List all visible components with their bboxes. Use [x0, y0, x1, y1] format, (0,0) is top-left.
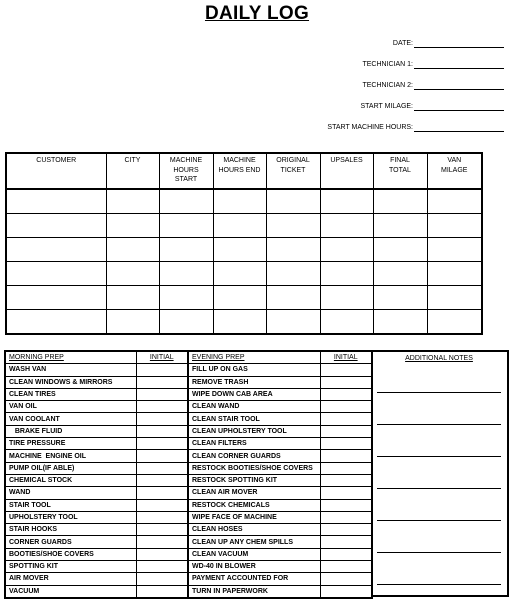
- job-column-header: UPSALES: [320, 153, 373, 189]
- prep-row: [5, 561, 372, 573]
- evening-initial-header: INITIAL: [320, 351, 372, 364]
- evening-initial-cell[interactable]: [320, 364, 372, 376]
- header-field-input[interactable]: [414, 40, 504, 48]
- evening-initial-cell[interactable]: [320, 573, 372, 585]
- job-cell[interactable]: [320, 238, 373, 262]
- job-cell[interactable]: [159, 189, 213, 214]
- page-title: DAILY LOG: [204, 3, 310, 24]
- prep-row: [5, 388, 372, 400]
- job-cell[interactable]: [213, 310, 266, 335]
- morning-prep-item: STAIR HOOKS: [5, 524, 136, 536]
- morning-initial-cell[interactable]: [136, 450, 188, 462]
- note-line[interactable]: [377, 424, 501, 425]
- evening-initial-cell[interactable]: [320, 438, 372, 450]
- morning-prep-item: CORNER GUARDS: [5, 536, 136, 548]
- job-log-table: [5, 152, 483, 335]
- job-cell[interactable]: [159, 286, 213, 310]
- job-cell[interactable]: [6, 238, 106, 262]
- prep-row: [5, 364, 372, 376]
- evening-initial-cell[interactable]: [320, 536, 372, 548]
- prep-row: [5, 413, 372, 425]
- evening-initial-cell[interactable]: [320, 487, 372, 499]
- job-cell[interactable]: [266, 262, 320, 286]
- job-cell[interactable]: [266, 310, 320, 335]
- morning-prep-item: UPHOLSTERY TOOL: [5, 511, 136, 523]
- job-cell[interactable]: [427, 189, 482, 214]
- evening-initial-cell[interactable]: [320, 548, 372, 560]
- morning-prep-item: TIRE PRESSURE: [5, 438, 136, 450]
- header-field-label: TECHNICIAN 1:: [362, 61, 413, 68]
- job-log-header-row: [6, 153, 482, 189]
- prep-row: [5, 499, 372, 511]
- evening-prep-item: TURN IN PAPERWORK: [188, 585, 320, 598]
- job-cell[interactable]: [427, 310, 482, 335]
- job-cell[interactable]: [6, 262, 106, 286]
- job-column-header: VAN MILAGE: [427, 153, 482, 189]
- job-column-header: CUSTOMER: [6, 153, 106, 189]
- job-cell[interactable]: [266, 238, 320, 262]
- job-cell[interactable]: [159, 310, 213, 335]
- header-field-start-milage: [360, 99, 504, 111]
- morning-prep-header: MORNING PREP: [5, 351, 136, 364]
- job-cell[interactable]: [213, 286, 266, 310]
- evening-prep-item: CLEAN VACUUM: [188, 548, 320, 560]
- job-cell[interactable]: [320, 310, 373, 335]
- job-cell[interactable]: [6, 286, 106, 310]
- morning-prep-item: SPOTTING KIT: [5, 561, 136, 573]
- header-field-start-machine-hours: [327, 120, 504, 132]
- job-cell[interactable]: [6, 189, 106, 214]
- prep-row: [5, 376, 372, 388]
- job-cell[interactable]: [373, 262, 427, 286]
- evening-prep-item: RESTOCK SPOTTING KIT: [188, 474, 320, 486]
- evening-prep-item: CLEAN FILTERS: [188, 438, 320, 450]
- job-row: [6, 238, 482, 262]
- evening-initial-cell[interactable]: [320, 376, 372, 388]
- job-cell[interactable]: [320, 189, 373, 214]
- job-cell[interactable]: [373, 214, 427, 238]
- job-row: [6, 286, 482, 310]
- note-line[interactable]: [377, 520, 501, 521]
- prep-row: [5, 536, 372, 548]
- job-cell[interactable]: [373, 189, 427, 214]
- morning-initial-cell[interactable]: [136, 548, 188, 560]
- morning-prep-item: CHEMICAL STOCK: [5, 474, 136, 486]
- job-cell[interactable]: [159, 214, 213, 238]
- header-field-input[interactable]: [414, 124, 504, 132]
- morning-prep-item: MACHINE ENGINE OIL: [5, 450, 136, 462]
- evening-prep-item: WIPE DOWN CAB AREA: [188, 388, 320, 400]
- job-cell[interactable]: [373, 310, 427, 335]
- prep-row: [5, 511, 372, 523]
- job-row: [6, 262, 482, 286]
- job-column-header: CITY: [106, 153, 159, 189]
- job-cell[interactable]: [6, 214, 106, 238]
- job-cell[interactable]: [213, 214, 266, 238]
- job-cell[interactable]: [106, 189, 159, 214]
- header-field-input[interactable]: [414, 61, 504, 69]
- evening-initial-cell[interactable]: [320, 450, 372, 462]
- evening-initial-cell[interactable]: [320, 561, 372, 573]
- evening-prep-item: CLEAN UP ANY CHEM SPILLS: [188, 536, 320, 548]
- header-field-label: START MACHINE HOURS:: [327, 124, 413, 131]
- prep-row: [5, 585, 372, 598]
- morning-initial-cell[interactable]: [136, 573, 188, 585]
- job-cell[interactable]: [427, 214, 482, 238]
- morning-prep-item: BOOTIES/SHOE COVERS: [5, 548, 136, 560]
- job-cell[interactable]: [427, 286, 482, 310]
- job-cell[interactable]: [266, 214, 320, 238]
- morning-prep-item: WAND: [5, 487, 136, 499]
- header-field-input[interactable]: [414, 82, 504, 90]
- morning-initial-cell[interactable]: [136, 462, 188, 474]
- prep-row: [5, 474, 372, 486]
- note-line[interactable]: [377, 584, 501, 585]
- morning-initial-cell[interactable]: [136, 401, 188, 413]
- note-line[interactable]: [377, 488, 501, 489]
- evening-prep-item: CLEAN CORNER GUARDS: [188, 450, 320, 462]
- job-column-header: FINAL TOTAL: [373, 153, 427, 189]
- morning-initial-cell[interactable]: [136, 364, 188, 376]
- note-line[interactable]: [377, 392, 501, 393]
- evening-initial-cell[interactable]: [320, 499, 372, 511]
- evening-prep-item: RESTOCK BOOTIES/SHOE COVERS: [188, 462, 320, 474]
- job-cell[interactable]: [320, 262, 373, 286]
- job-cell[interactable]: [266, 189, 320, 214]
- prep-row: [5, 450, 372, 462]
- additional-notes-panel: [371, 350, 509, 597]
- morning-prep-item: BRAKE FLUID: [5, 425, 136, 437]
- note-line[interactable]: [377, 552, 501, 553]
- evening-initial-cell[interactable]: [320, 511, 372, 523]
- evening-initial-cell[interactable]: [320, 401, 372, 413]
- header-field-date: [393, 36, 504, 48]
- evening-prep-item: CLEAN WAND: [188, 401, 320, 413]
- morning-initial-header: INITIAL: [136, 351, 188, 364]
- evening-prep-item: CLEAN UPHOLSTERY TOOL: [188, 425, 320, 437]
- morning-initial-cell[interactable]: [136, 425, 188, 437]
- morning-initial-cell[interactable]: [136, 511, 188, 523]
- job-cell[interactable]: [213, 189, 266, 214]
- evening-prep-item: FILL UP ON GAS: [188, 364, 320, 376]
- job-cell[interactable]: [373, 286, 427, 310]
- evening-initial-cell[interactable]: [320, 524, 372, 536]
- job-cell[interactable]: [159, 262, 213, 286]
- prep-row: [5, 425, 372, 437]
- morning-prep-item: PUMP OIL(IF ABLE): [5, 462, 136, 474]
- job-cell[interactable]: [106, 310, 159, 335]
- prep-row: [5, 401, 372, 413]
- job-cell[interactable]: [106, 262, 159, 286]
- evening-prep-item: CLEAN AIR MOVER: [188, 487, 320, 499]
- job-cell[interactable]: [373, 238, 427, 262]
- job-cell[interactable]: [320, 286, 373, 310]
- evening-initial-cell[interactable]: [320, 425, 372, 437]
- morning-prep-item: VAN COOLANT: [5, 413, 136, 425]
- morning-initial-cell[interactable]: [136, 499, 188, 511]
- header-field-technician-2: [362, 78, 504, 90]
- header-field-label: TECHNICIAN 2:: [362, 82, 413, 89]
- evening-initial-cell[interactable]: [320, 462, 372, 474]
- evening-initial-cell[interactable]: [320, 388, 372, 400]
- evening-prep-item: REMOVE TRASH: [188, 376, 320, 388]
- prep-checklist-table: [4, 350, 373, 599]
- job-cell[interactable]: [427, 238, 482, 262]
- prep-header-row: [5, 351, 372, 364]
- job-cell[interactable]: [266, 286, 320, 310]
- job-cell[interactable]: [213, 238, 266, 262]
- job-column-header: ORIGINAL TICKET: [266, 153, 320, 189]
- morning-initial-cell[interactable]: [136, 487, 188, 499]
- job-column-header: MACHINE HOURS START: [159, 153, 213, 189]
- job-cell[interactable]: [427, 262, 482, 286]
- evening-initial-cell[interactable]: [320, 413, 372, 425]
- prep-row: [5, 487, 372, 499]
- evening-prep-item: WIPE FACE OF MACHINE: [188, 511, 320, 523]
- morning-prep-item: CLEAN TIRES: [5, 388, 136, 400]
- header-field-label: START MILAGE:: [360, 103, 413, 110]
- prep-row: [5, 438, 372, 450]
- morning-initial-cell[interactable]: [136, 376, 188, 388]
- job-cell[interactable]: [6, 310, 106, 335]
- morning-prep-item: STAIR TOOL: [5, 499, 136, 511]
- evening-initial-cell[interactable]: [320, 474, 372, 486]
- evening-prep-item: WD-40 IN BLOWER: [188, 561, 320, 573]
- job-row: [6, 310, 482, 335]
- job-row: [6, 214, 482, 238]
- morning-prep-item: WASH VAN: [5, 364, 136, 376]
- job-cell[interactable]: [213, 262, 266, 286]
- evening-prep-item: RESTOCK CHEMICALS: [188, 499, 320, 511]
- job-column-header: MACHINE HOURS END: [213, 153, 266, 189]
- additional-notes-header: ADDITIONAL NOTES: [405, 355, 473, 362]
- morning-initial-cell[interactable]: [136, 536, 188, 548]
- evening-prep-item: CLEAN HOSES: [188, 524, 320, 536]
- prep-row: [5, 573, 372, 585]
- header-field-input[interactable]: [414, 103, 504, 111]
- job-cell[interactable]: [106, 214, 159, 238]
- job-cell[interactable]: [159, 238, 213, 262]
- prep-row: [5, 548, 372, 560]
- job-cell[interactable]: [106, 286, 159, 310]
- morning-initial-cell[interactable]: [136, 585, 188, 598]
- morning-initial-cell[interactable]: [136, 561, 188, 573]
- morning-initial-cell[interactable]: [136, 474, 188, 486]
- prep-row: [5, 462, 372, 474]
- note-line[interactable]: [377, 456, 501, 457]
- morning-prep-item: VACUUM: [5, 585, 136, 598]
- evening-prep-item: CLEAN STAIR TOOL: [188, 413, 320, 425]
- morning-initial-cell[interactable]: [136, 524, 188, 536]
- morning-initial-cell[interactable]: [136, 413, 188, 425]
- morning-prep-item: CLEAN WINDOWS & MIRRORS: [5, 376, 136, 388]
- header-field-label: DATE:: [392, 40, 413, 47]
- morning-initial-cell[interactable]: [136, 388, 188, 400]
- morning-prep-item: AIR MOVER: [5, 573, 136, 585]
- evening-prep-item: PAYMENT ACCOUNTED FOR: [188, 573, 320, 585]
- morning-prep-item: VAN OIL: [5, 401, 136, 413]
- evening-prep-header: EVENING PREP: [188, 351, 320, 364]
- job-cell[interactable]: [106, 238, 159, 262]
- evening-initial-cell[interactable]: [320, 585, 372, 598]
- job-row: [6, 189, 482, 214]
- header-field-technician-1: [362, 57, 504, 69]
- morning-initial-cell[interactable]: [136, 438, 188, 450]
- prep-row: [5, 524, 372, 536]
- job-cell[interactable]: [320, 214, 373, 238]
